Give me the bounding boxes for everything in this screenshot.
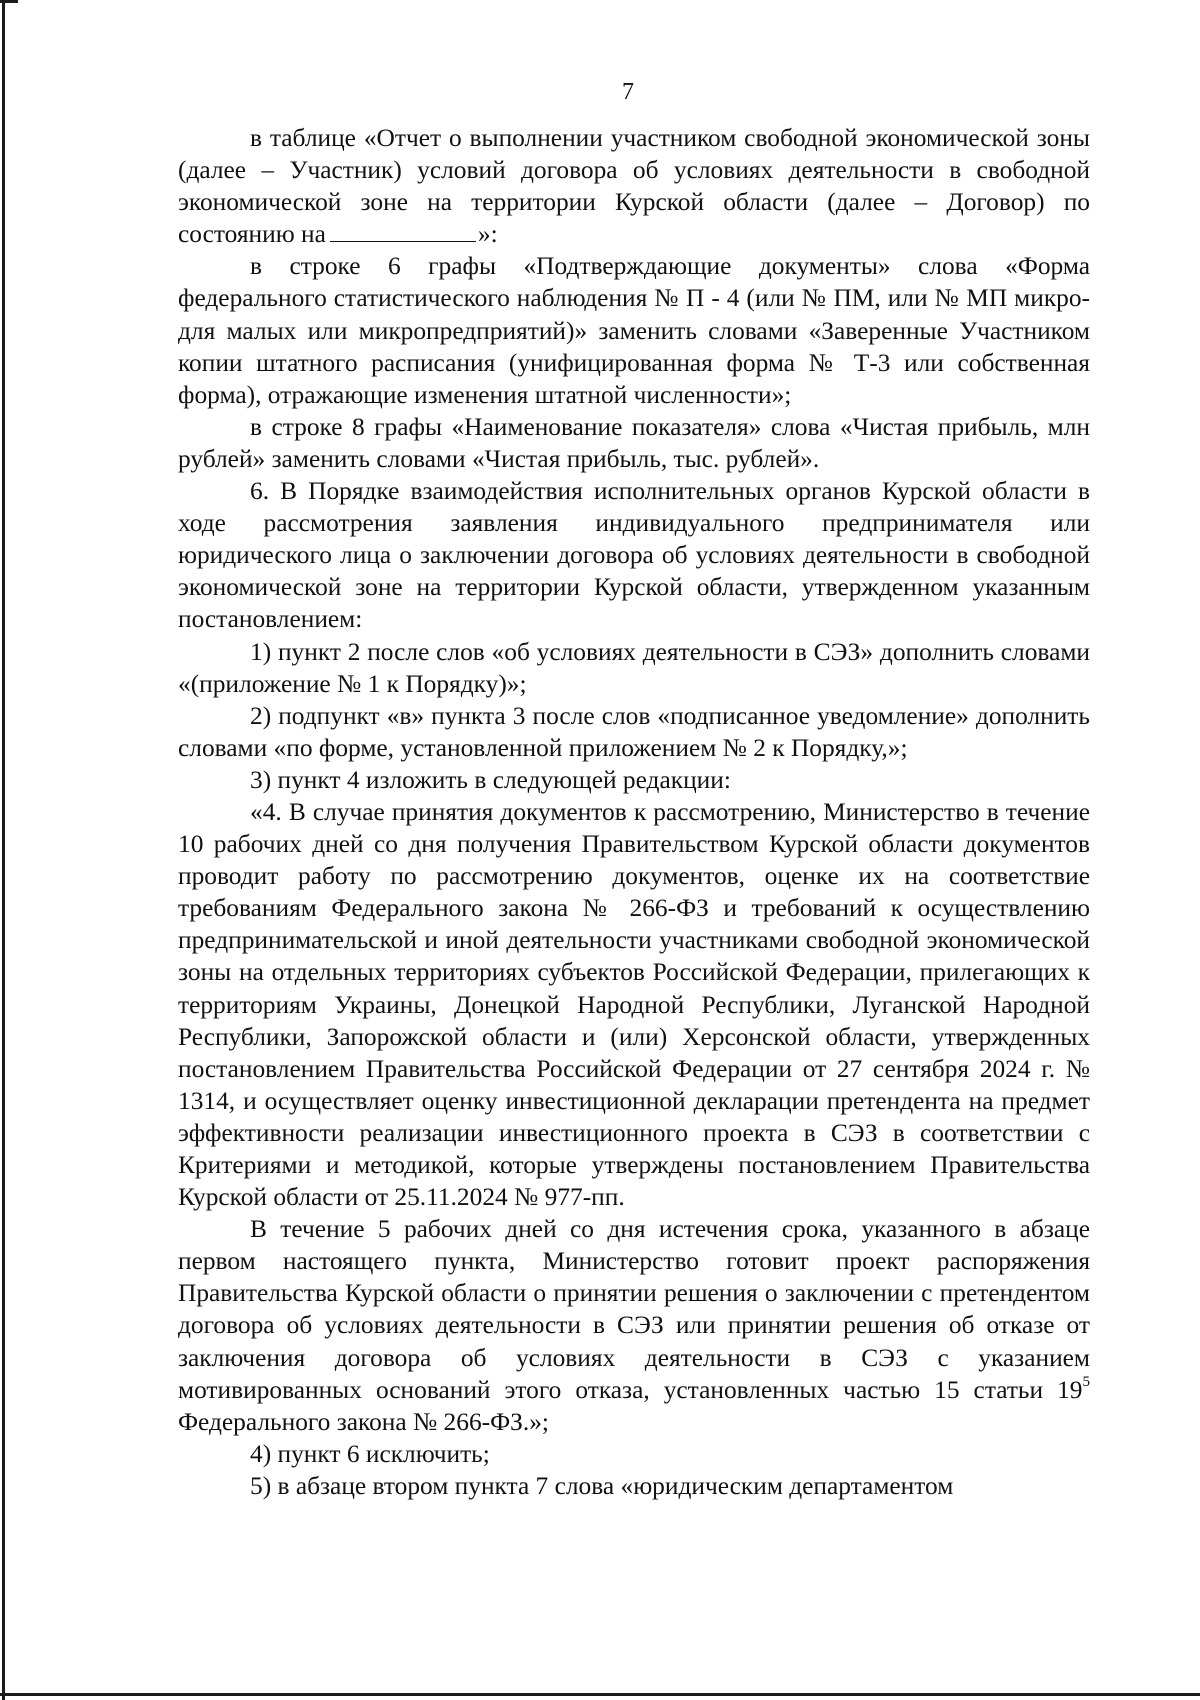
superscript: 5 xyxy=(1082,1374,1090,1391)
scan-border-left xyxy=(2,0,5,1700)
paragraph-subitem-4: 4) пункт 6 исключить; xyxy=(250,1439,490,1468)
paragraph-subitem-2: 2) подпункт «в» пункта 3 после слов «подписанное уведомление» дополнить словами «по форме, установленной приложением № 2 к Порядку,»; xyxy=(178,701,1090,762)
paragraph-text: Федерального закона № 266-ФЗ.»; xyxy=(178,1407,549,1436)
paragraph-row-8: в строке 8 графы «Наименование показателя» слова «Чистая прибыль, млн рублей» заменить словами «Чистая прибыль, тыс. рублей». xyxy=(178,412,1090,473)
paragraph-point-4-part-2 xyxy=(178,1213,1090,1438)
scan-border-bottom xyxy=(0,1693,1200,1696)
paragraph-subitem-3: 3) пункт 4 изложить в следующей редакции: xyxy=(250,765,731,794)
paragraph-subitem-5: 5) в абзаце втором пункта 7 слова «юридическим департаментом xyxy=(250,1471,954,1500)
paragraph-item-6: 6. В Порядке взаимодействия исполнительных органов Курской области в ходе рассмотрения заявления индивидуального предпринимателя или юридического лица о заключении договора об условиях деятельности в свободной экономической зоне на территории Курской области, утвержденном указанным постановлением: xyxy=(178,477,1090,634)
blank-date-line xyxy=(330,221,476,242)
paragraph-text: В течение 5 рабочих дней со дня истечения срока, указанного в абзаце первом настоящего пункта, Министерство готовит проект распоряжения Правительства Курской области о принятии решения о заключении с претендентом договора об условиях деятельности в СЭЗ или принятии решения об отказе от заключения договора об условиях деятельности в СЭЗ с указанием мотивированных оснований этого отказа, установленных частью 15 статьи 19 xyxy=(178,1215,1090,1404)
paragraph-text: в таблице «Отчет о выполнении участником свободной экономической зоны (далее – Участник) условий договора об условиях деятельности в свободной экономической зоне на территории Курской области (далее – Договор) по состоянию на xyxy=(178,124,1090,249)
paragraph-text: »: xyxy=(477,220,498,249)
paragraph-new-point-4: «4. В случае принятия документов к рассмотрению, Министерство в течение 10 рабочих дней со дня получения Правительством Курской области документов проводит работу по рассмотрению документов, оценке их на соответствие требованиям Федерального закона № 266-ФЗ и требований к осуществлению предпринимательской и иной деятельности участниками свободной экономической зоны на отдельных территориях субъектов Российской Федерации, прилегающих к территориям Украины, Донецкой Народной Республики, Луганской Народной Республики, Запорожской области и (или) Херсонской области, утвержденных постановлением Правительства Российской Федерации от 27 сентября 2024 г. № 1314, и осуществляет оценку инвестиционной декларации претендента на предмет эффективности реализации инвестиционного проекта в СЭЗ в соответствии с Критериями и методикой, которые утверждены постановлением Правительства Курской области от 25.11.2024 № 977-пп. xyxy=(178,797,1090,1212)
document-page xyxy=(178,72,1090,1502)
paragraph-row-6: в строке 6 графы «Подтверждающие документы» слова «Форма федерального статистического наблюдения № П - 4 (или № ПМ, или № МП микро- для малых или микропредприятий)» заменить словами «Заверенные Участником копии штатного расписания (унифицированная форма № Т-3 или собственная форма), отражающие изменения штатной численности»; xyxy=(178,252,1090,409)
paragraph-table-report-heading xyxy=(178,122,1090,250)
scan-border-top xyxy=(0,0,18,3)
page-number: 7 xyxy=(622,79,634,105)
paragraph-subitem-1: 1) пункт 2 после слов «об условиях деятельности в СЭЗ» дополнить словами «(приложение № 1 к Порядку)»; xyxy=(178,637,1090,698)
